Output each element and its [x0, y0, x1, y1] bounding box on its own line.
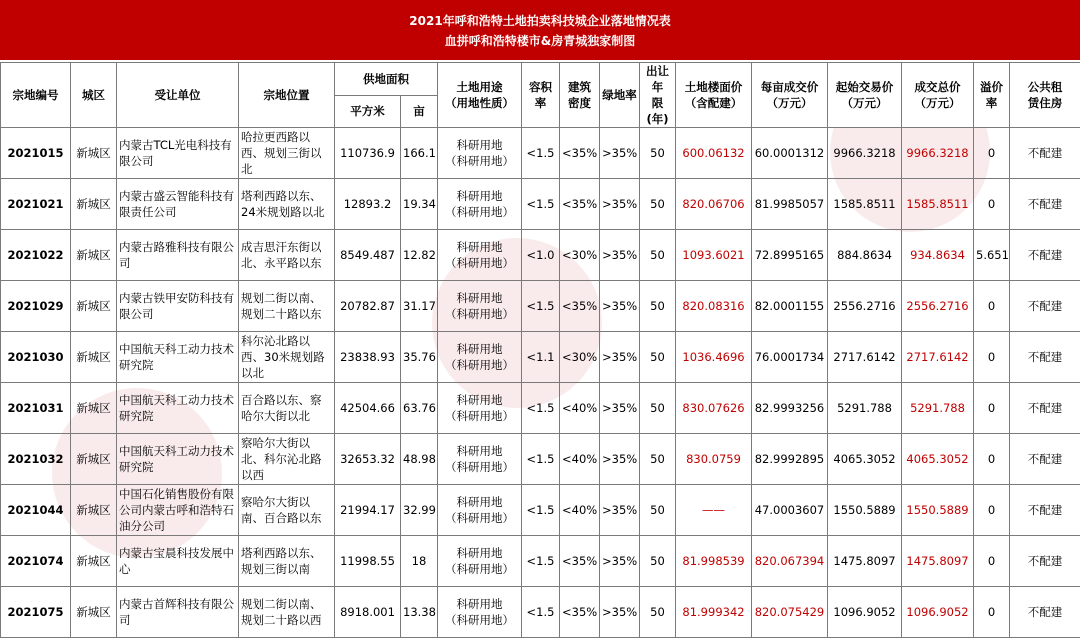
cell-code: 2021075 — [1, 587, 71, 638]
cell-density: <35% — [560, 128, 600, 179]
usage-line2: （科研用地） — [440, 510, 519, 526]
col-header-rental — [1010, 63, 1080, 128]
cell-far: <1.5 — [522, 587, 560, 638]
cell-start-price: 1585.8511 — [828, 179, 902, 230]
start-price-header-line2: （万元） — [830, 95, 899, 111]
col-header-usage — [438, 63, 522, 128]
cell-sqm: 21994.17 — [335, 485, 401, 536]
cell-start-price: 1096.9052 — [828, 587, 902, 638]
cell-green: >35% — [600, 587, 640, 638]
col-header-mu: 亩 — [401, 95, 438, 128]
cell-mu: 31.17 — [401, 281, 438, 332]
cell-term: 50 — [640, 230, 676, 281]
usage-line1: 科研用地 — [440, 392, 519, 408]
cell-start-price: 2717.6142 — [828, 332, 902, 383]
density-header-line1: 建筑 — [562, 79, 597, 95]
cell-usage — [438, 281, 522, 332]
col-header-term — [640, 63, 676, 128]
cell-green: >35% — [600, 383, 640, 434]
usage-line1: 科研用地 — [440, 239, 519, 255]
cell-mu: 35.76 — [401, 332, 438, 383]
term-header-line1: 出让年 — [642, 63, 673, 95]
cell-total-price: 934.8634 — [902, 230, 974, 281]
usage-line2: （科研用地） — [440, 255, 519, 271]
cell-mu: 48.98 — [401, 434, 438, 485]
cell-start-price: 2556.2716 — [828, 281, 902, 332]
table-row — [1, 230, 1080, 281]
cell-premium: 0 — [974, 332, 1010, 383]
cell-density: <35% — [560, 179, 600, 230]
cell-buyer: 中国航天科工动力技术研究院 — [117, 434, 239, 485]
cell-density: <30% — [560, 230, 600, 281]
cell-per-mu: 81.9985057 — [752, 179, 828, 230]
cell-code: 2021021 — [1, 179, 71, 230]
cell-usage — [438, 383, 522, 434]
cell-floor-price: 600.06132 — [676, 128, 752, 179]
cell-total-price: 1096.9052 — [902, 587, 974, 638]
cell-rental: 不配建 — [1010, 230, 1080, 281]
cell-usage — [438, 536, 522, 587]
table-row — [1, 128, 1080, 179]
col-header-green: 绿地率 — [600, 63, 640, 128]
cell-density: <35% — [560, 281, 600, 332]
cell-start-price: 1475.8097 — [828, 536, 902, 587]
cell-buyer: 内蒙古铁甲安防科技有限公司 — [117, 281, 239, 332]
cell-usage — [438, 434, 522, 485]
cell-district: 新城区 — [71, 281, 117, 332]
usage-line1: 科研用地 — [440, 137, 519, 153]
cell-per-mu: 82.0001155 — [752, 281, 828, 332]
cell-code: 2021031 — [1, 383, 71, 434]
cell-far: <1.5 — [522, 281, 560, 332]
cell-buyer: 内蒙古TCL光电科技有限公司 — [117, 128, 239, 179]
cell-code: 2021029 — [1, 281, 71, 332]
cell-buyer: 中国石化销售股份有限公司内蒙古呼和浩特石油分公司 — [117, 485, 239, 536]
table-row — [1, 281, 1080, 332]
cell-location: 塔利西路以东、24米规划路以北 — [239, 179, 335, 230]
col-header-location: 宗地位置 — [239, 63, 335, 128]
table-row — [1, 536, 1080, 587]
cell-far: <1.1 — [522, 332, 560, 383]
usage-header-line2: （用地性质） — [440, 95, 519, 111]
cell-code: 2021032 — [1, 434, 71, 485]
cell-sqm: 32653.32 — [335, 434, 401, 485]
cell-location: 百合路以东、察哈尔大街以北 — [239, 383, 335, 434]
cell-per-mu: 820.075429 — [752, 587, 828, 638]
cell-rental: 不配建 — [1010, 281, 1080, 332]
cell-mu: 32.99 — [401, 485, 438, 536]
cell-buyer: 内蒙古宝晨科技发展中心 — [117, 536, 239, 587]
table-row — [1, 587, 1080, 638]
col-header-far: 容积率 — [522, 63, 560, 128]
cell-code: 2021074 — [1, 536, 71, 587]
cell-term: 50 — [640, 434, 676, 485]
total-price-header-line2: （万元） — [904, 95, 971, 111]
cell-total-price: 4065.3052 — [902, 434, 974, 485]
col-header-buyer: 受让单位 — [117, 63, 239, 128]
cell-premium: 5.651 — [974, 230, 1010, 281]
col-header-code: 宗地编号 — [1, 63, 71, 128]
cell-usage — [438, 179, 522, 230]
cell-green: >35% — [600, 281, 640, 332]
cell-floor-price: 830.0759 — [676, 434, 752, 485]
cell-mu: 13.38 — [401, 587, 438, 638]
cell-floor-price: 820.08316 — [676, 281, 752, 332]
col-header-supply-area: 供地面积 — [335, 63, 438, 96]
cell-floor-price: 1093.6021 — [676, 230, 752, 281]
cell-green: >35% — [600, 179, 640, 230]
cell-usage — [438, 332, 522, 383]
title-banner — [0, 0, 1080, 60]
floor-price-header-line1: 土地楼面价 — [678, 79, 749, 95]
term-header-line2: 限(年) — [642, 95, 673, 127]
col-header-start-price — [828, 63, 902, 128]
cell-floor-price: —— — [676, 485, 752, 536]
cell-location: 规划二街以南、规划二十路以东 — [239, 281, 335, 332]
usage-line1: 科研用地 — [440, 545, 519, 561]
cell-far: <1.5 — [522, 536, 560, 587]
cell-term: 50 — [640, 281, 676, 332]
cell-total-price: 1475.8097 — [902, 536, 974, 587]
cell-district: 新城区 — [71, 383, 117, 434]
cell-term: 50 — [640, 536, 676, 587]
cell-district: 新城区 — [71, 587, 117, 638]
cell-usage — [438, 128, 522, 179]
col-header-total-price — [902, 63, 974, 128]
cell-term: 50 — [640, 128, 676, 179]
cell-total-price: 2717.6142 — [902, 332, 974, 383]
cell-rental: 不配建 — [1010, 434, 1080, 485]
cell-start-price: 4065.3052 — [828, 434, 902, 485]
cell-per-mu: 76.0001734 — [752, 332, 828, 383]
cell-green: >35% — [600, 332, 640, 383]
cell-green: >35% — [600, 128, 640, 179]
cell-district: 新城区 — [71, 332, 117, 383]
cell-rental: 不配建 — [1010, 179, 1080, 230]
cell-sqm: 20782.87 — [335, 281, 401, 332]
cell-usage — [438, 485, 522, 536]
cell-green: >35% — [600, 434, 640, 485]
cell-rental: 不配建 — [1010, 587, 1080, 638]
cell-far: <1.5 — [522, 179, 560, 230]
col-header-district: 城区 — [71, 63, 117, 128]
cell-sqm: 11998.55 — [335, 536, 401, 587]
table-row — [1, 332, 1080, 383]
cell-total-price: 2556.2716 — [902, 281, 974, 332]
cell-rental: 不配建 — [1010, 128, 1080, 179]
cell-code: 2021015 — [1, 128, 71, 179]
cell-premium: 0 — [974, 536, 1010, 587]
usage-line2: （科研用地） — [440, 612, 519, 628]
cell-green: >35% — [600, 230, 640, 281]
cell-location: 科尔沁北路以西、30米规划路以北 — [239, 332, 335, 383]
usage-line1: 科研用地 — [440, 596, 519, 612]
cell-term: 50 — [640, 383, 676, 434]
cell-mu: 166.1 — [401, 128, 438, 179]
cell-floor-price: 820.06706 — [676, 179, 752, 230]
cell-density: <40% — [560, 434, 600, 485]
cell-premium: 0 — [974, 587, 1010, 638]
col-header-premium: 溢价率 — [974, 63, 1010, 128]
cell-buyer: 中国航天科工动力技术研究院 — [117, 383, 239, 434]
table-row — [1, 179, 1080, 230]
cell-location: 察哈尔大街以南、百合路以东 — [239, 485, 335, 536]
per-mu-header-line1: 每亩成交价 — [754, 79, 825, 95]
cell-code: 2021044 — [1, 485, 71, 536]
cell-term: 50 — [640, 587, 676, 638]
table-body — [1, 128, 1080, 638]
cell-rental: 不配建 — [1010, 485, 1080, 536]
cell-far: <1.0 — [522, 230, 560, 281]
cell-premium: 0 — [974, 383, 1010, 434]
cell-density: <40% — [560, 383, 600, 434]
cell-density: <30% — [560, 332, 600, 383]
col-header-sqm: 平方米 — [335, 95, 401, 128]
cell-density: <35% — [560, 536, 600, 587]
cell-per-mu: 82.9992895 — [752, 434, 828, 485]
usage-line2: （科研用地） — [440, 561, 519, 577]
cell-per-mu: 60.0001312 — [752, 128, 828, 179]
table-row — [1, 383, 1080, 434]
usage-line2: （科研用地） — [440, 306, 519, 322]
per-mu-header-line2: （万元） — [754, 95, 825, 111]
cell-rental: 不配建 — [1010, 332, 1080, 383]
usage-line2: （科研用地） — [440, 357, 519, 373]
total-price-header-line1: 成交总价 — [904, 79, 971, 95]
col-header-density — [560, 63, 600, 128]
cell-floor-price: 1036.4696 — [676, 332, 752, 383]
cell-buyer: 内蒙古首辉科技有限公司 — [117, 587, 239, 638]
cell-premium: 0 — [974, 128, 1010, 179]
col-header-per-mu — [752, 63, 828, 128]
col-header-floor-price — [676, 63, 752, 128]
usage-line1: 科研用地 — [440, 188, 519, 204]
cell-location: 成吉思汗东街以北、永平路以东 — [239, 230, 335, 281]
cell-district: 新城区 — [71, 536, 117, 587]
cell-usage — [438, 230, 522, 281]
table-title: 2021年呼和浩特土地拍卖科技城企业落地情况表 — [0, 12, 1080, 29]
usage-line2: （科研用地） — [440, 153, 519, 169]
cell-mu: 19.34 — [401, 179, 438, 230]
cell-location: 哈拉更西路以西、规划三街以北 — [239, 128, 335, 179]
usage-line1: 科研用地 — [440, 494, 519, 510]
cell-green: >35% — [600, 536, 640, 587]
rental-header-line1: 公共租 — [1012, 79, 1078, 95]
cell-location: 规划二街以南、规划二十路以西 — [239, 587, 335, 638]
start-price-header-line1: 起始交易价 — [830, 79, 899, 95]
cell-mu: 18 — [401, 536, 438, 587]
floor-price-header-line2: （含配建） — [678, 95, 749, 111]
cell-district: 新城区 — [71, 230, 117, 281]
cell-sqm: 42504.66 — [335, 383, 401, 434]
cell-location: 察哈尔大街以北、科尔沁北路以西 — [239, 434, 335, 485]
rental-header-line2: 赁住房 — [1012, 95, 1078, 111]
cell-term: 50 — [640, 179, 676, 230]
cell-total-price: 1550.5889 — [902, 485, 974, 536]
cell-floor-price: 830.07626 — [676, 383, 752, 434]
cell-sqm: 8549.487 — [335, 230, 401, 281]
cell-usage — [438, 587, 522, 638]
cell-floor-price: 81.999342 — [676, 587, 752, 638]
cell-density: <35% — [560, 587, 600, 638]
table-row — [1, 434, 1080, 485]
land-auction-table — [0, 62, 1080, 638]
cell-per-mu: 72.8995165 — [752, 230, 828, 281]
cell-far: <1.5 — [522, 128, 560, 179]
cell-sqm: 8918.001 — [335, 587, 401, 638]
usage-line1: 科研用地 — [440, 341, 519, 357]
cell-start-price: 884.8634 — [828, 230, 902, 281]
cell-rental: 不配建 — [1010, 536, 1080, 587]
cell-code: 2021030 — [1, 332, 71, 383]
usage-line2: （科研用地） — [440, 204, 519, 220]
cell-start-price: 1550.5889 — [828, 485, 902, 536]
cell-per-mu: 47.0003607 — [752, 485, 828, 536]
cell-buyer: 内蒙古盛云智能科技有限责任公司 — [117, 179, 239, 230]
table-subtitle: 血拼呼和浩特楼市&房青城独家制图 — [0, 32, 1080, 49]
usage-line1: 科研用地 — [440, 290, 519, 306]
cell-premium: 0 — [974, 179, 1010, 230]
cell-location: 塔利西路以东、规划三街以南 — [239, 536, 335, 587]
cell-far: <1.5 — [522, 383, 560, 434]
cell-mu: 12.82 — [401, 230, 438, 281]
usage-line2: （科研用地） — [440, 459, 519, 475]
usage-line1: 科研用地 — [440, 443, 519, 459]
cell-far: <1.5 — [522, 434, 560, 485]
cell-floor-price: 81.998539 — [676, 536, 752, 587]
cell-sqm: 110736.9 — [335, 128, 401, 179]
cell-term: 50 — [640, 485, 676, 536]
cell-mu: 63.76 — [401, 383, 438, 434]
cell-sqm: 23838.93 — [335, 332, 401, 383]
cell-premium: 0 — [974, 434, 1010, 485]
cell-code: 2021022 — [1, 230, 71, 281]
cell-far: <1.5 — [522, 485, 560, 536]
usage-header-line1: 土地用途 — [440, 79, 519, 95]
density-header-line2: 密度 — [562, 95, 597, 111]
cell-start-price: 5291.788 — [828, 383, 902, 434]
cell-per-mu: 82.9993256 — [752, 383, 828, 434]
cell-premium: 0 — [974, 485, 1010, 536]
cell-district: 新城区 — [71, 179, 117, 230]
cell-total-price: 1585.8511 — [902, 179, 974, 230]
cell-green: >35% — [600, 485, 640, 536]
cell-buyer: 中国航天科工动力技术研究院 — [117, 332, 239, 383]
cell-buyer: 内蒙古路雅科技有限公司 — [117, 230, 239, 281]
cell-total-price: 9966.3218 — [902, 128, 974, 179]
cell-district: 新城区 — [71, 128, 117, 179]
cell-rental: 不配建 — [1010, 383, 1080, 434]
cell-district: 新城区 — [71, 434, 117, 485]
cell-start-price: 9966.3218 — [828, 128, 902, 179]
cell-sqm: 12893.2 — [335, 179, 401, 230]
cell-district: 新城区 — [71, 485, 117, 536]
cell-premium: 0 — [974, 281, 1010, 332]
usage-line2: （科研用地） — [440, 408, 519, 424]
cell-density: <40% — [560, 485, 600, 536]
cell-total-price: 5291.788 — [902, 383, 974, 434]
cell-term: 50 — [640, 332, 676, 383]
table-row — [1, 485, 1080, 536]
cell-per-mu: 820.067394 — [752, 536, 828, 587]
